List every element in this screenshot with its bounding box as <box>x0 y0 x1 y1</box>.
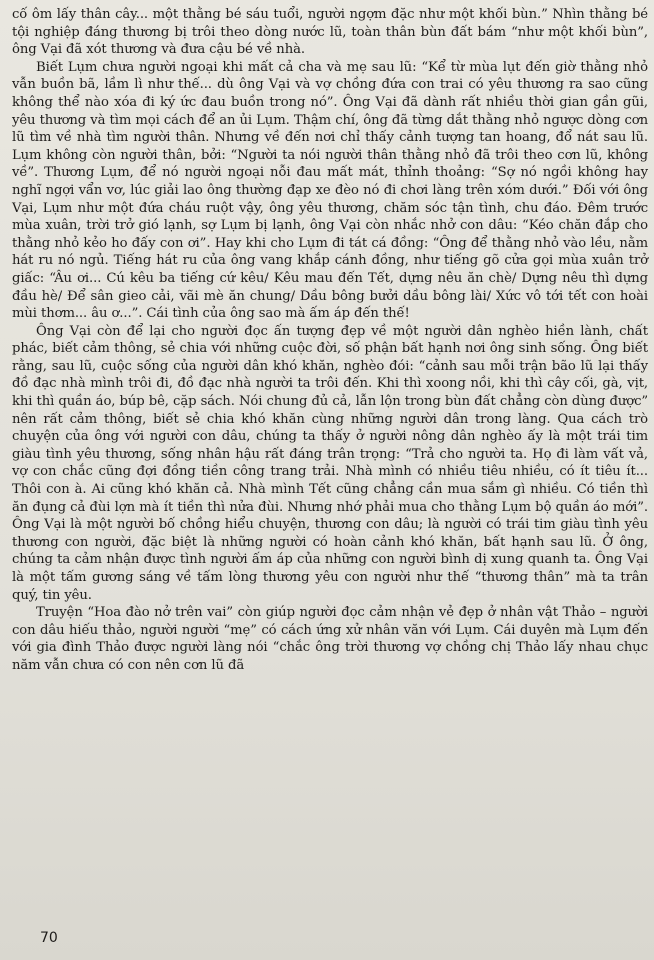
page-number: 70 <box>40 930 58 946</box>
paragraph-2: Biết Lụm chưa người ngoại khi mất cả cha và mẹ sau lũ: “Kể từ mùa lụt đến giờ thằng nhỏ vẫn buồn bã, lầm lì như thế... dù ông Vại và vợ chồng đứa con trai có yêu thương ra sao cũng không thể nào xóa đi ký ức đau buồn trong nó”. Ông Vại đã dành rất nhiều thời gian gần gũi, yêu thương và tìm mọi cách để an ủi Lụm. Thậm chí, ông đã từng dắt thằng nhỏ ngược dòng cơn lũ tìm về nhà tìm người thân. Nhưng về đến nơi chỉ thấy cảnh tượng tan hoang, đổ nát sau lũ. Lụm không còn người thân, bởi: “Người ta nói người thân thằng nhỏ đã trôi theo cơn lũ, không về”. Thương Lụm, để nó người ngoại nỗi đau mất mát, thỉnh thoảng: “Sợ nó ngồi không hay nghĩ ngợi vẩn vơ, lúc giải lao ông thường đạp xe đèo nó đi chơi làng trên xóm dưới.” Đối với ông Vại, Lụm như một đứa cháu ruột vậy, ông yêu thương, chăm sóc tận tình, chu đáo. Đêm trước mùa xuân, trời trở gió lạnh, sợ Lụm bị lạnh, ông Vại còn nhắc nhở con dâu: “Kéo chăn đắp cho thằng nhỏ kẻo ho đấy con ơi”. Hay khi cho Lụm đi tát cá đồng: “Ông để thằng nhỏ vào lều, nằm hát ru nó ngủ. Tiếng hát ru của ông vang khắp cánh đồng, như tiếng gõ cửa gọi mùa xuân trở giấc: “Âu ơi... Cú kêu ba tiếng cứ kêu/ Kêu mau đến Tết, dựng nêu ăn chè/ Dựng nêu thì dựng đầu hè/ Để sân gieo cải, vãi mè ăn chung/ Dầu bông bưởi dầu bông lài/ Xức vô tới tết con hoài mùi thơm... âu ơ...”. Cái tình của ông sao mà ấm áp đến thế! <box>12 59 648 322</box>
body-text <box>12 6 648 675</box>
paragraph-3: Ông Vại còn để lại cho người đọc ấn tượng đẹp về một người dân nghèo hiền lành, chất phác, biết cảm thông, sẻ chia với những cuộc đời, số phận bất hạnh nơi ông sinh sống. Ông biết rằng, sau lũ, cuộc sống của người dân khó khăn, nghèo đói: “cảnh sau mỗi trận bão lũ lại thấy đồ đạc nhà mình trôi đi, đồ đạc nhà người ta trôi đến. Khi thì xoong nồi, khi thì cây cối, gà, vịt, khi thì quần áo, búp bê, cặp sách. Nói chung đủ cả, lẫn lộn trong bùn đất chẳng còn dùng được” nên rất cảm thông, biết sẻ chia khó khăn cùng những người dân trong làng. Qua cách trò chuyện của ông với người con dâu, chúng ta thấy ở người nông dân nghèo ấy là một trái tim giàu tình yêu thương, sống nhân hậu rất đáng trân trọng: “Trả cho người ta. Họ đi làm vất vả, vợ con chắc cũng đợi đồng tiền công trang trải. Nhà mình có nhiều tiêu nhiều, có ít tiêu ít... Thôi con à. Ai cũng khó khăn cả. Nhà mình Tết cũng chẳng cần mua sắm gì nhiều. Có tiền thì ăn đụng cả đùi lợn mà ít tiền thì nửa đùi. Nhưng nhớ phải mua cho thằng Lụm bộ quần áo mới”. Ông Vại là một người bố chồng hiểu chuyện, thương con dâu; là người có trái tim giàu tình yêu thương con người, đặc biệt là những người có hoàn cảnh khó khăn, bất hạnh sau lũ. Ở ông, chúng ta cảm nhận được tình người ấm áp của những con người bình dị xung quanh ta. Ông Vại là một tấm gương sáng về tấm lòng thương yêu con người như thế “thương thân” mà ta trân quý, tin yêu. <box>12 323 648 603</box>
paragraph-1: cố ôm lấy thân cây... một thằng bé sáu tuổi, người ngợm đặc như một khối bùn.” Nhìn thằng bé tội nghiệp đáng thương bị trôi theo dòng nước lũ, toàn thân bùn đất bám “như một khối bùn”, ông Vại đã xót thương và đưa cậu bé về nhà. <box>12 7 648 58</box>
paragraph-4: Truyện “Hoa đào nở trên vai” còn giúp người đọc cảm nhận vẻ đẹp ở nhân vật Thảo – người con dâu hiếu thảo, người người “mẹ” có cách ứng xử nhân văn với Lụm. Cái duyên mà Lụm đến với gia đình Thảo được người làng nói “chắc ông trời thương vợ chồng chị Thảo lấy nhau chục năm vẫn chưa có con nên cơn lũ đã <box>12 605 648 673</box>
